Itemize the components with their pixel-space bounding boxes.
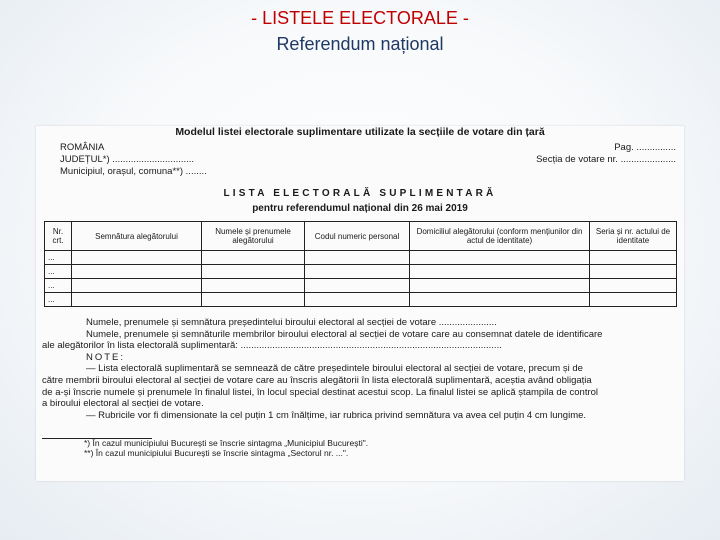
table-cell: [305, 265, 410, 279]
table-cell: [410, 279, 590, 293]
table-cell: [72, 293, 202, 307]
table-cell: [72, 279, 202, 293]
table-row: [45, 293, 677, 307]
document-image: [36, 126, 684, 481]
column-header: Domiciliul alegătorului (conform mențiunilor din actul de identitate): [410, 222, 590, 251]
table-header-row: [45, 222, 677, 251]
list-title: LISTA ELECTORALĂ SUPLIMENTARĂ: [223, 188, 497, 199]
header-country: ROMÂNIA: [60, 142, 105, 153]
table-cell: [72, 265, 202, 279]
footnotes: [84, 438, 368, 458]
table-cell: [590, 293, 677, 307]
electoral-list-table: [44, 221, 677, 307]
table-cell: [202, 251, 305, 265]
table-cell: [410, 293, 590, 307]
footnote-1: *) În cazul municipiului București se înscrie sintagma „Municipiul București".: [84, 438, 369, 448]
table-cell: ...: [45, 265, 72, 279]
table-cell: ...: [45, 251, 72, 265]
header-section: Secția de votare nr. .....................: [536, 154, 676, 165]
header-left: [60, 142, 207, 178]
table-cell: ...: [45, 279, 72, 293]
table-cell: [590, 265, 677, 279]
table-cell: [72, 251, 202, 265]
column-header: Semnătura alegătorului: [72, 222, 202, 251]
table-cell: [202, 265, 305, 279]
note-1-cont: a biroului electoral al secției de votare.: [42, 398, 204, 410]
note-2: — Rubricile vor fi dimensionate la cel puțin 1 cm înălțime, iar rubrica privind semnătura va avea cel puțin 4 cm lungime.: [86, 409, 587, 421]
table-cell: [305, 251, 410, 265]
members-signature-line: Numele, prenumele și semnăturile membrilor biroului electoral al secției de votare care au consemnat datele de identificare: [86, 328, 603, 340]
header-municipality: Municipiul, orașul, comuna**) ........: [60, 166, 207, 177]
table-cell: [590, 251, 677, 265]
table-cell: [590, 279, 677, 293]
table-cell: [305, 279, 410, 293]
table-row: [45, 279, 677, 293]
header-right: [536, 142, 676, 166]
column-header: Nr. crt.: [45, 222, 72, 251]
note-1-cont: către membrii biroului electoral al secției de votare care au înscris alegătorii în lista electorală suplimentară, aceștia având obligația: [42, 374, 592, 386]
table-cell: [202, 293, 305, 307]
table-row: [45, 265, 677, 279]
president-signature-line: Numele, prenumele și semnătura președintelui biroului electoral al secției de votare ......................: [86, 317, 497, 328]
column-header: Codul numeric personal: [305, 222, 410, 251]
table-cell: [202, 279, 305, 293]
members-signature-line-cont: ale alegătorilor în lista electorală suplimentară: ...................................................................................................: [42, 340, 502, 352]
note-1: — Lista electorală suplimentară se semnează de către președintele biroului electoral al secției de votare, precum și de: [86, 363, 583, 375]
list-subtitle: pentru referendumul național din 26 mai 2019: [252, 203, 468, 214]
slide-title: [0, 6, 720, 56]
table-cell: [410, 265, 590, 279]
slide-title-line1: - LISTELE ELECTORALE -: [251, 8, 469, 28]
notes-section: [42, 317, 676, 421]
footnote-2: **) În cazul municipiului București se înscrie sintagma „Sectorul nr. ...".: [84, 448, 349, 458]
column-header: Seria și nr. actului de identitate: [590, 222, 677, 251]
slide-title-line2: Referendum național: [276, 34, 444, 54]
note-label: NOTE:: [86, 351, 126, 363]
table-cell: ...: [45, 293, 72, 307]
table-cell: [410, 251, 590, 265]
header-county: JUDEȚUL*) ...............................: [60, 154, 195, 165]
table-row: [45, 251, 677, 265]
header-page: Pag. ...............: [614, 142, 676, 153]
note-1-cont: de a-și înscrie numele și prenumele în finalul listei, în locul special destinat acestui scop. La finalul listei se aplică ștampila de control: [42, 386, 599, 398]
document-heading: Modelul listei electorale suplimentare utilizate la secțiile de votare din țară: [175, 126, 545, 138]
column-header: Numele și prenumele alegătorului: [202, 222, 305, 251]
table-cell: [305, 293, 410, 307]
